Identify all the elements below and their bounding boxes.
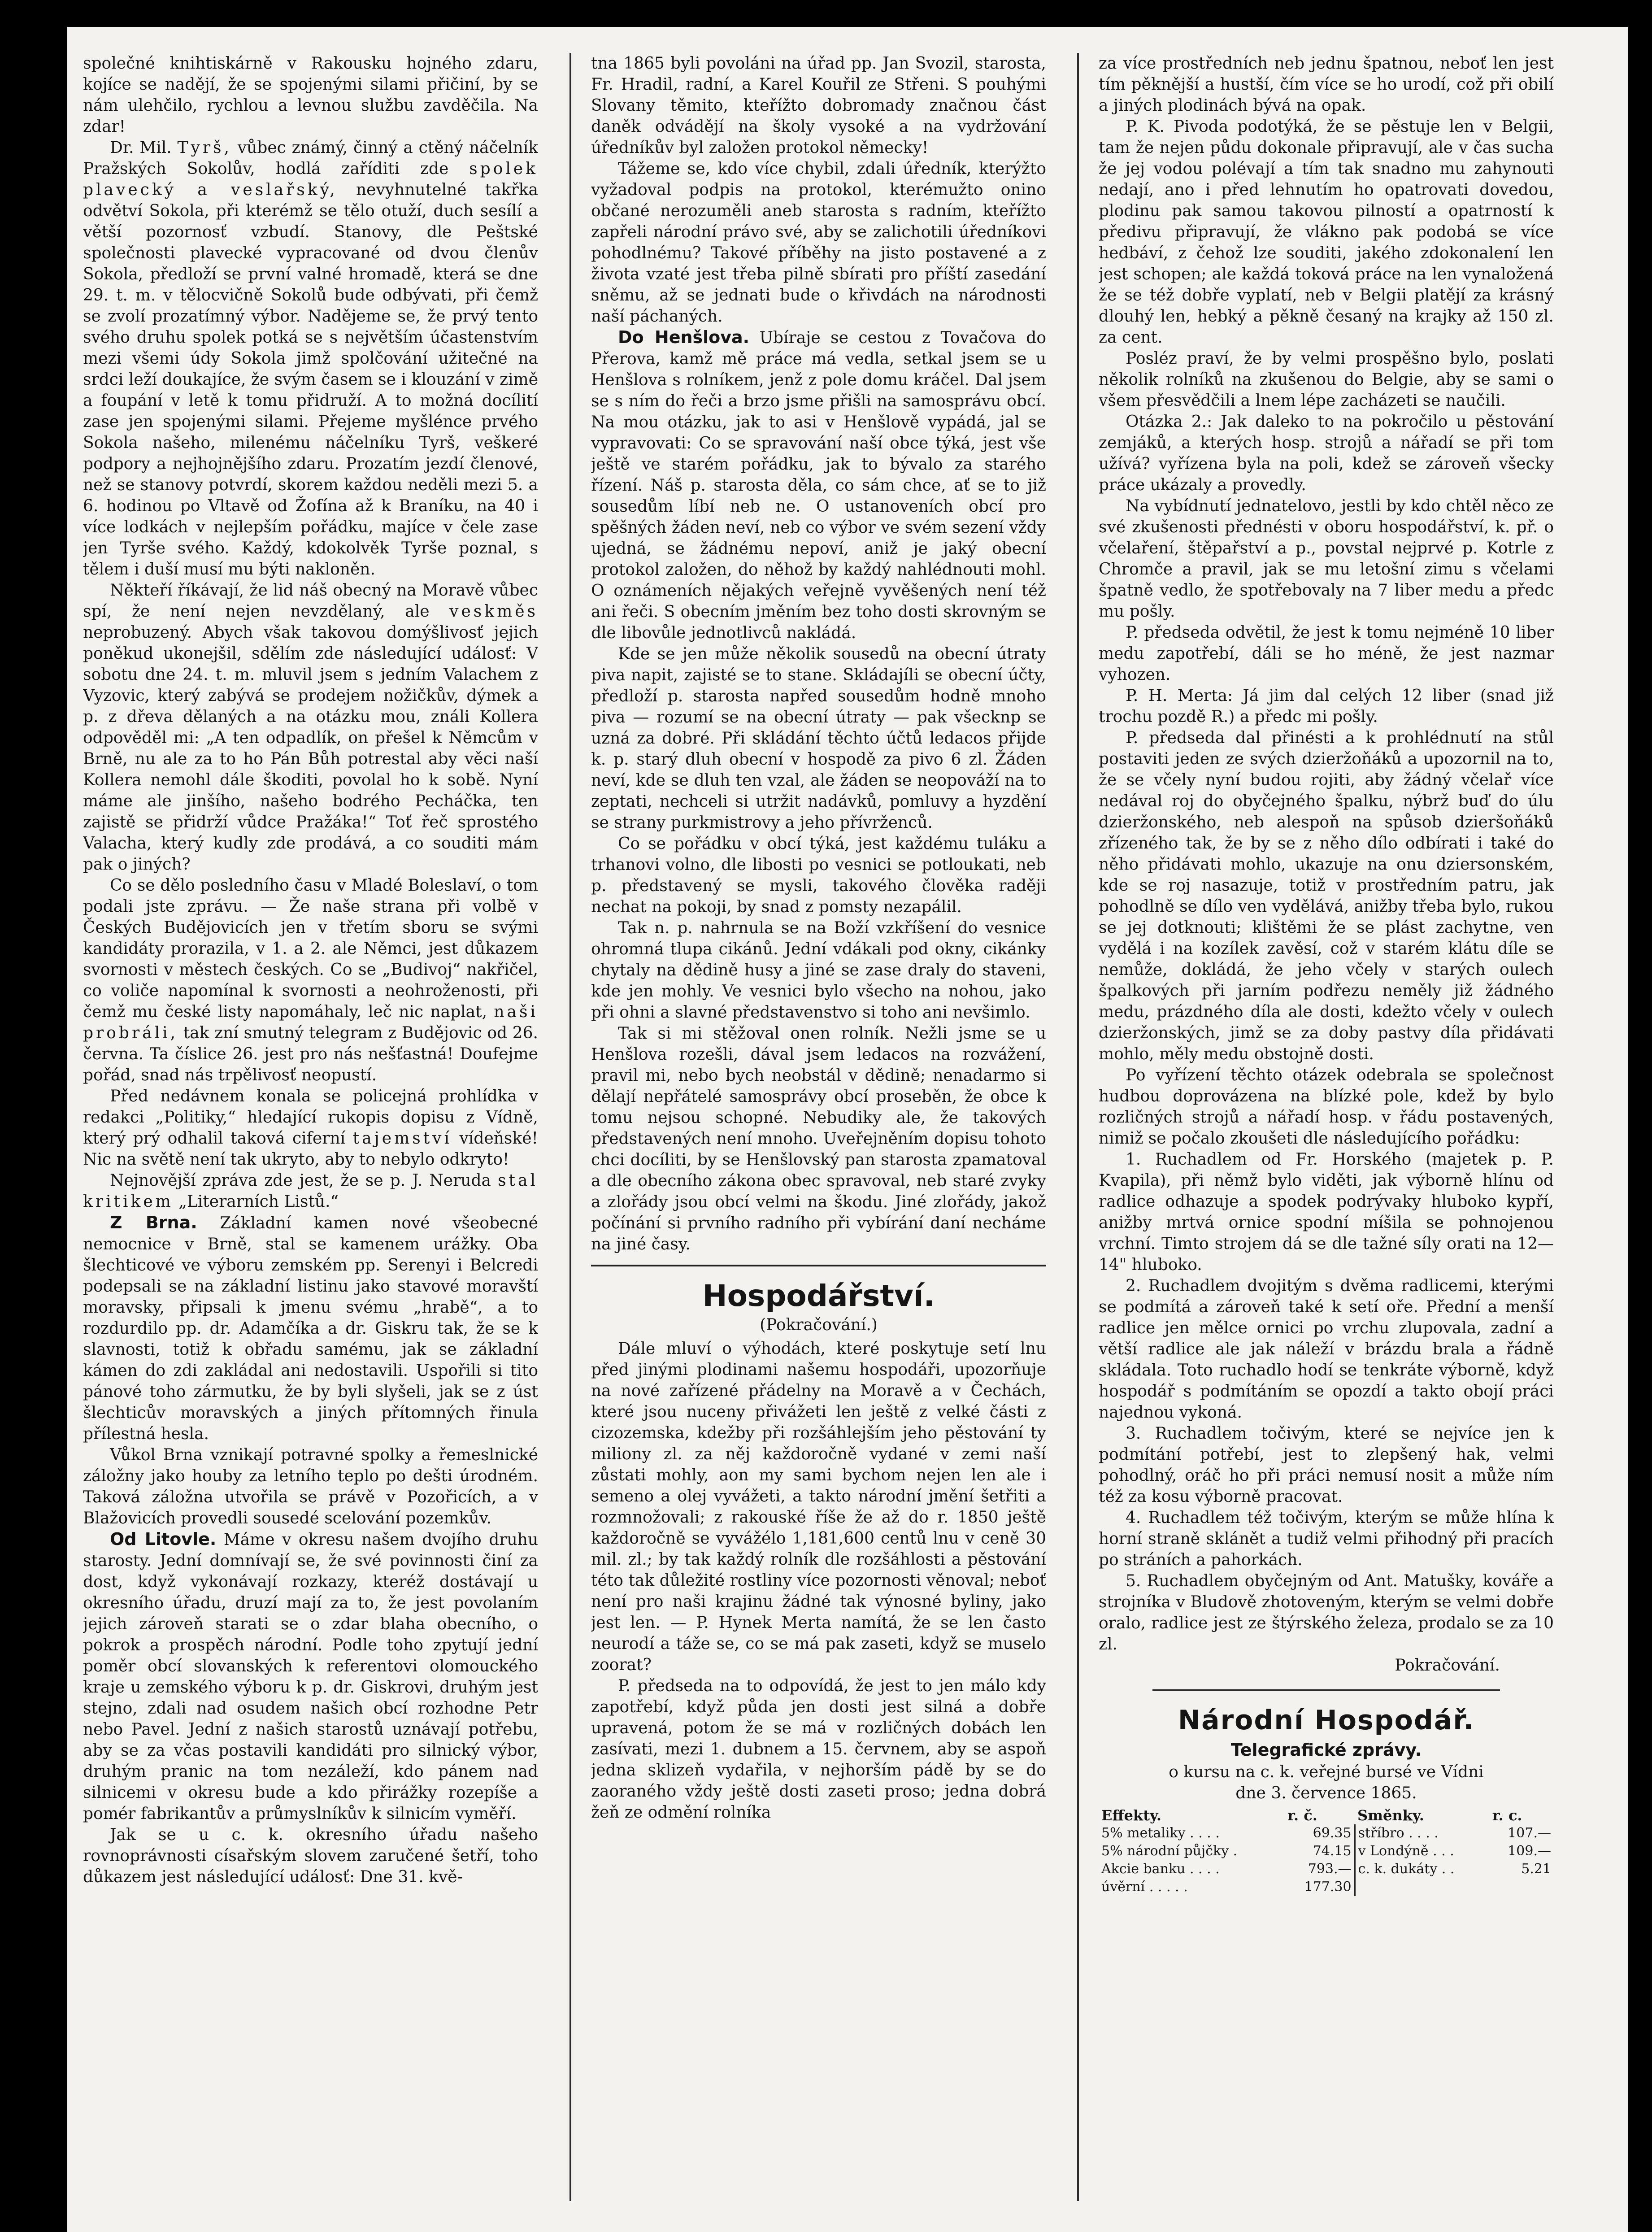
text: Máme v okresu našem dvojího druhu starosty. Jední domnívají se, že své povinnosti činí za dost, když vykonávají rozkazy, kteréž dostávají u okresního úřadu, druzí mají za to, že jest povolaním jejich zároveň starati se o zdar blaha obecního, o pokrok a prospěch národní. Podle toho zpytují jední poměr obcí slovanských k referentovi olomouckého kraje u zemského výboru k p. dr. Giskrovi, druhým jest stejno, zdali nad osudem našich obcí rozhodne Petr nebo Pavel. Jední z našich starostů uznávají potřebu, aby se za včas postavili kandidáti pro silnický výbor, druhým pranic na tom nezáleží, kdo pánem nad silnicemi v okresu bude a kdo přirážky rozepíše a pomér fabrikantův a průmyslníkův k silnicím vyměří. [83, 1531, 538, 1823]
paragraph: Jak se u c. k. okresního úřadu našeho rovnoprávnosti císařským slovem zaručené šetří, toho důkazem jest následující událosť: Dne 31. kvě- [83, 1826, 538, 1886]
paragraph: P. H. Merta: Já jim dal celých 12 liber (snad již trochu pozdě R.) a předc mi pošly. [1099, 687, 1554, 726]
paragraph: za více prostředních neb jednu špatnou, neboť len jest tím pěknější a hustší, čím více se ho urodí, což při obilí a jiných plodinách bývá na opak. [1099, 54, 1554, 115]
section-divider [1152, 1689, 1500, 1691]
paragraph: Vůkol Brna vznikají potravné spolky a řemeslnické záložny jako houby za letního teplo po dešti úrodném. Taková záložna utvořila se právě v Pozořicích, a v Blažovicích provedli sousedé scelování pozemkův. [83, 1446, 538, 1527]
cell-value: 177.30 [1304, 1879, 1352, 1895]
paragraph: P. předseda dal přinésti a k prohlédnutí na stůl postaviti jeden ze svých dzieržoňáků a upozornil na to, že se včely nyní budou rojiti, aby žádný včelař více nedával roj do obyčejného špalku, nýbrž buď do úlu dzieržonského, neb alespoň na spůsob dzieršoňáků zřízeného tak, že by se z něho dílo odbírati i také do něho přidávati mohlo, ukazuje na onu dziersonském, kde se roj nasazuje, totiž v prostředním patru, jak pohodlně se dílo ven vydělává, anižby třeba bylo, rukou se jej dotknouti; klištěmi že se plást zachytne, ven vydělá i na kozílek zavěsí, což v starém klátu díle se nemůže, dokládá, že jeho včely v starých oulech špalkových při jarním podřezu neměly již žádného medu, prázdného díla ale dosti, kdežto včely v oulech dzieržonských, jimž se za doby pastvy díla přidávati mohlo, měly medu obstojně dosti. [1099, 729, 1554, 1063]
paragraph [83, 1086, 538, 1170]
cell-label [1355, 1878, 1490, 1896]
text: Dr. Mil. [110, 139, 172, 157]
header-currency: r. č. [1287, 1807, 1317, 1824]
paragraph: Kde se jen může několik sousedů na obecní útraty piva napit, zajisté se to stane. Skládajíli se obecní účty, předloží p. starosta napřed sousedům hodně mnoho piva — rozumí se na obecní útraty — pak všecknp se uzná za dobré. Při skládání těchto účtů ledacos přijde k. p. starý dluh obecní v hospodě za pivo 6 zl. Žáden neví, kde se dluh ten vzal, ale žáden se neopováží na to zeptati, nechceli si utržit nadávků, pomluvy a hyzdění se strany purkmistrovy a jeho přívrženců. [591, 645, 1046, 832]
table-row [1099, 1824, 1554, 1842]
text: Základní kamen nové všeobecné nemocnice v Brně, stal se kamenem urážky. Oba šlechticové ve výboru zemském pp. Serenyi i Belcredi podepsali se na základní listinu jako stavové moravští moravsky, připsali k jmenu svému „hrabě“, a to rozdurdilo pp. dr. Adamčíka a dr. Giskru tak, že se k slavnosti, totiž k obřadu samému, jak se základní kámen do zdi zakládal ani nedostavili. Uspořili si tito pánové toho zármutku, že by byli slyšeli, jak se z úst šlechticův moravských a jiných přítomných řinula přílestná hesla. [83, 1214, 538, 1443]
text: Nejnovější zpráva zde jest, že se p. J. Neruda [110, 1171, 491, 1190]
cell-label: Akcie banku . . . . [1101, 1861, 1220, 1877]
cell-label: v Londýně . . . [1355, 1842, 1490, 1860]
text: vůbec známý, činný a ctěný náčelník Pražských Sokolův, hodlá zaříditi zde [83, 139, 538, 178]
text: nevyhnutelné takřka odvětví Sokola, při kterémž se tělo otuží, duch sesílí a větší pozornosť vzbudí. Stanovy, dle Peštské společnosti plavecké vypracované od dvou členův Sokola, předloží se první valné hromadě, která se dne 29. t. m. v tělocvičně Sokolů bude odbývati, při čemž se zvolí prozatímný výbor. Nadějeme se, že prvý tento svého druhu spolek potká se s největším účastenstvím mezi všemi údy Sokola jimž spolčování užitečné na srdci leží doukajíce, že svým časem se i klouzání v zimě a foupání v letě k tomu přidruží. A to možná docílití zase jen spojenými silami. Přejeme myšlénce prvého Sokola našeho, milenému náčelníku Tyrš, veškeré podpory a nejhojnějšího zdaru. Prozatím jezdí členové, než se stanovy potvrdí, skorem každou neděli mezi 5. a 6. hodinou po Vltavě od Žofína až k Braníku, na 40 i více lodkách v nejlepším pořádku, majíce v čele zase jen Tyrše svého. Každý, kdokolvěk Tyrše poznal, s tělem i duší musí mu býti nakloněn. [83, 181, 538, 579]
masthead-title: Národní Hospodář. [1178, 1705, 1475, 1736]
paragraph: 2. Ruchadlem dvojitým s dvěma radlicemi, kterými se podmítá a zároveň také k setí oře. Přední a menší radlice jen mělce ornici po vrchu zlupovala, zadní a větší radlice ale jak náleží v brázdu brala a řádně skládala. Toto ruchadlo hodí se tenkráte výborně, když hospodář s podmítáním se opozdí a takto obojí práci najednou vykoná. [1099, 1277, 1554, 1422]
text: Někteří říkávají, že lid náš obecný na Moravě vůbec spí, že není nejen nevzdělaný, ale [83, 581, 538, 621]
cell-label: 5% národní půjčky . [1101, 1843, 1238, 1859]
market-date: dne 3. července 1865. [1235, 1784, 1417, 1802]
paragraph: tna 1865 byli povoláni na úřad pp. Jan Svozil, starosta, Fr. Hradil, radní, a Karel Kouřil ze Střeni. S pouhými Slovany těmito, kteřížto dobromady značnou část daněk odvádějí na školy vysoké a na vydržování úředníkův byl založen protokol německy! [591, 54, 1046, 157]
newspaper-page [67, 27, 1628, 2232]
cell-label: úvěrní . . . . . [1101, 1879, 1188, 1895]
paragraph: společné knihtiskárně v Rakousku hojného zdaru, kojíce se nadějí, že se spojenými silami přičiní, by se nám ulehčilo, rychlou a levnou službu zavděčila. Na zdar! [83, 54, 538, 136]
name-spaced: Tyrš, [177, 139, 232, 157]
paragraph: Posléz praví, že by velmi prospěšno bylo, poslati několik rolníků na zkušenou do Belgie, aby se sami o všem přesvědčili a lnem lépe zacházeti se naučili. [1099, 349, 1554, 410]
paragraph: 3. Ruchadlem točivým, které se nejvíce jen k podmítání potřebí, jest to zlepšený hak, velmi pohodlný, oráč ho při práci nemusí nosit a může ním též za kosu výborně pracovat. [1099, 1424, 1554, 1506]
column-left [83, 53, 538, 2201]
column-rule [570, 53, 571, 2201]
cell-label: stříbro . . . . [1355, 1824, 1490, 1842]
paragraph: P. K. Pivoda podotýká, že se pěstuje len v Belgii, tam že nejen půdu dokonale připravují, ale v čas sucha že jej vodou polévají a tím tak snadno mu zahynouti nedají, ano i před lehnutím ho opatrovati dovedou, plodinu pak samou takovou pilností a opatrností k předivu připravují, že vlákno pak podobá se více hedbáví, z čehož lze souditi, jakého zdokonalení len jest schopen; ale každá toková práce na len vynaložená že se též dobře vyplatí, neb v Belgii platějí za krásný dlouhý len, hebký a pěkně česaný na krajky až 150 zl. za cent. [1099, 117, 1554, 347]
paragraph: Po vyřízení těchto otázek odebrala se společnost hudbou doprovázena na blízké pole, kdež by bylo rozličných strojů a nářadí hosp. v řádu postavených, nimiž se počalo zkoušeti dle následujícího pořádku: [1099, 1066, 1554, 1148]
header-effects: Effekty. [1101, 1807, 1162, 1824]
paragraph: Otázka 2.: Jak daleko to na pokročilo u pěstování zemjáků, a kterých hosp. strojů a nářadí se při tom užívá? vyřízena byla na poli, kdež se zároveň všecky práce ukázaly a provedly. [1099, 413, 1554, 494]
paragraph [83, 1529, 538, 1824]
paragraph: P. předseda na to odpovídá, že jest to jen málo kdy zapotřebí, když půda jen dosti jest silná a dobře upravená, potom že se má v rozličných dobách len zasívati, mezi 1. dubnem a 15. červnem, aby se aspoň jedna sklizeň vydařila, v nejhorším pádě by se do zaoraného vždy ještě dosti zaseti proso; jedna dobrá žeň ze odmění rolníka [591, 1677, 1046, 1822]
dateline-brno: Z Brna. [110, 1213, 197, 1232]
cell-value: 107.— [1508, 1825, 1551, 1841]
column-rule [1077, 53, 1079, 2201]
paragraph: Tážeme se, kdo více chybil, zdali úředník, kterýžto vyžadoval podpis na protokol, kterémužto onino občané nerozuměli aneb starosta s radním, kteřížto zapřeli národní právo své, aby se zalichotili úředníkovi pohodlnému? Takové příběhy na jisto postavené a z života vzaté jest třeba pilně sbírati pro příští zasedání sněmu, až se jednati bude o křivdách na národnosti naší páchaných. [591, 160, 1046, 326]
text-spaced: stal kritikem [83, 1171, 538, 1211]
paragraph [83, 1212, 538, 1444]
text-spaced: veskměs [449, 602, 538, 621]
paragraph [83, 580, 538, 875]
paragraph: Dále mluví o výhodách, které poskytuje setí lnu před jinými plodinami našemu hospodáři, upozorňuje na nové zařízené přádelny na Moravě a v Čechách, které jsou nuceny přivážeti len ještě z velké části z cizozemska, kdežby při rozšáhlejším jeho pěstování ty miliony zl. za něj každoročně vydané v zemi naší zůstati mohly, aon my sami bychom nejen len ale i semeno a olej vyvážeti, a takto národní jmění šetřiti a rozmnožovali; z rakouské říše že až do r. 1850 ještě každoročně se vyvážélo 1,181,600 centů lnu v ceně 30 mil. zl.; by tak každý rolník dle rozšáhlosti a pěstování této tak důležité rostliny více pozornosti věnoval; neboť není pro naši krajinu žádné tak výnosné byliny, jako jest len. — P. Hynek Merta namítá, že se len často neurodí a táže se, co se má pak zaseti, když se muselo zoorat? [591, 1340, 1046, 1674]
paragraph: 4. Ruchadlem též točivým, kterým se může hlína k horní straně sklánět a tudiž velmi přihodný při pracích po stráních a pahorkách. [1099, 1509, 1554, 1569]
market-header-row [1099, 1806, 1554, 1824]
cell-value: 74.15 [1313, 1843, 1352, 1859]
market-intro: o kursu na c. k. veřejné bursé ve Vídni [1169, 1763, 1484, 1781]
text: neprobuzený. Abych však takovou domýšlivosť jejich poněkud ukonejšil, sdělím zde následující událosť: V sobotu dne 24. t. m. mluvil jsem s jedním Valachem z Vyzovic, který zabývá se prodejem nožičkův, dýmek a p. z dřeva dělaných a na otázku mou, ználi Kollera odpověděl mi: „A ten odpadlík, on přešel k Němcům v Brně, nu ale za to ho Pán Bůh potrestal aby věci naší Kollera nemohl dále škoditi, povolal ho k sobě. Nyní máme ale jinšího, našeho bodrého Pecháčka, ten zajistě se přidrží vůdce Pražáka!“ Toť řeč sprostého Valacha, který kudly zde prodává, a co souditi mám pak o jiných? [83, 623, 538, 874]
text: vídeňské! Nic na světě není tak ukryto, aby to nebylo odkryto! [83, 1129, 538, 1169]
paragraph [83, 137, 538, 580]
text-spaced: spolek plavecký a veslařský, [83, 160, 538, 199]
cell-label: 5% metaliky . . . . [1101, 1825, 1220, 1841]
paragraph [591, 327, 1046, 644]
column-middle [591, 53, 1046, 2201]
table-row [1099, 1860, 1554, 1878]
paragraph: Tak n. p. nahrnula se na Boží vzkříšení do vesnice ohromná tlupa cikánů. Jední vdákali pod okny, cikánky chytaly na dědině husy a jiné se zase draly do staveni, kde jen mohly. Ve vesnici bylo všecho na nohou, jako při ohni a slavné představenstvo si toho ani nevšimlo. [591, 919, 1046, 1022]
text-spaced: tajemství [352, 1129, 452, 1148]
text: Ubíraje se cestou z Tovačova do Přerova, kamž mě práce má vedla, setkal jsem se u Henšlova s rolníkem, jenž z pole domu kráčel. Dal jsem se s ním do řeči a brzo jsme přišli na samosprávu obcí. Na mou otázku, jak to asi v Henšlově vypádá, jal se vypravovati: Co se spravování naší obce týká, jest vše ještě ve starém pořádku, jak to bývalo za starého řízení. Náš p. starosta děla, co sám chce, ať se to již sousedům líbí neb ne. O ustanoveních obcí pro spěšných žáden neví, neb co výbor ve svém sezení vždy ujedná, se žádnému nepoví, aniž je jaký obecní protokol založen, do něhož by každý nahlédnouti mohl. O oznámeních nějakých veřejně vyvěšených není též ani řeči. S obecním jměním bez toho dosti skrovným se dle libovůle jednotlivců nakládá. [591, 329, 1046, 642]
text: Před nedávnem konala se policejná prohlídka v redakci „Politiky,“ hledající rukopis dopisu z Vídně, který prý odhalil taková ciferní [83, 1087, 538, 1148]
text: Co se dělo posledního času v Mladé Boleslaví, o tom podali jste zprávu. — Že naše strana při volbě v Českých Budějovicích jen v třetím sboru se svými kandidáty prorazila, v 1. a 2. ale Němci, jest důkazem svornosti v městech českých. Co se „Budivoj“ nakřičel, co voliče napomínal k svornosti a neohroženosti, při čemž mu české listy napomáhaly, leč nic naplat, [83, 876, 538, 1021]
header-bills: Směnky. [1357, 1807, 1424, 1824]
masthead-subtitle: Telegrafické zprávy. [1230, 1740, 1422, 1760]
header-currency: r. c. [1492, 1807, 1522, 1824]
paragraph: Na vybídnutí jednatelovo, jestli by kdo chtěl něco ze své zkušenosti přednésti v oboru hospodářství, k. př. o včelaření, štěpařství a p., povstal nejprvé p. Kotrle z Chromče a pravil, jak se mu letošní zimu s včelami špatně vedlo, že spotřebovaly na 7 liber medu a předc mu pošly. [1099, 497, 1554, 621]
cell-value: 109.— [1508, 1843, 1551, 1859]
section-divider [591, 1265, 1046, 1266]
section-title: Hospodářství. [702, 1279, 935, 1313]
text: „Literarních Listů.“ [178, 1192, 339, 1211]
paragraph: 1. Ruchadlem od Fr. Horského (majetek p. P. Kvapila), při němž bylo viděti, jak výborně hlínu od radlice odhazuje a spodek podrývaky hluboko kypří, anižby mrtvá ornice spodní míšila se pohnojenou vrchní. Timto strojem dá se dle tažné síly orati na 12—14" hluboko. [1099, 1150, 1554, 1274]
table-row [1099, 1842, 1554, 1860]
cell-label: c. k. dukáty . . [1355, 1860, 1490, 1878]
paragraph [83, 1170, 538, 1212]
paragraph: Co se pořádku v obcí týká, jest každému tuláku a trhanovi volno, dle libosti po vesnici se potloukati, neb p. představený se mysli, takového člověka raději nechat na pokoji, by snad z pomsty nezapálil. [591, 835, 1046, 916]
continued-note: Pokračování. [1395, 1656, 1500, 1675]
text: tak zní smutný telegram z Budějovic od 26. června. Ta číslice 26. jest pro nás nešťastná! Doufejme pořád, snad nás trpělivosť neopustí. [83, 1024, 538, 1084]
cell-value [1490, 1878, 1554, 1896]
section-subtitle: (Pokračování.) [760, 1316, 878, 1334]
cell-value: 5.21 [1521, 1861, 1551, 1877]
text-spaced: naši probráli, [83, 1003, 538, 1042]
table-row [1099, 1878, 1554, 1896]
cell-value: 793.— [1308, 1861, 1352, 1877]
column-right [1099, 53, 1554, 2201]
paragraph: P. předseda odvětil, že jest k tomu nejméně 10 liber medu zapotřebí, dáli se ho méně, že jest nazmar vyhozen. [1099, 623, 1554, 684]
paragraph: 5. Ruchadlem obyčejným od Ant. Matušky, kováře a strojníka v Bludově zhotoveným, kterým se velmi dobře oralo, radlice jest ze štýrského železa, prodalo se za 10 zl. [1099, 1572, 1554, 1653]
paragraph: Tak si mi stěžoval onen rolník. Nežli jsme se u Henšlova rozešli, dával jsem ledacos na rozvážení, pravil mi, nebo bych neobstál v dědině; nenadarmo si dělají nepřátelé samosprávy obcí proseběn, že obce k tomu nejsou schopné. Nebudiky ale, že takových představených není mnoho. Uveřejněním dopisu tohoto chci docíliti, by se Henšlovský pan starosta zpamatoval a dle obecního zákona obec spravoval, neb staré zvyky a zlořády jsou obcí velmi na škodu. Jiné zlořády, jakož počínání si prvního radního při vybírání daní necháme na jiné časy. [591, 1024, 1046, 1253]
market-table [1099, 1806, 1554, 1896]
paragraph [83, 875, 538, 1086]
cell-value: 69.35 [1313, 1825, 1352, 1841]
dateline-henslov: Do Henšlova. [618, 327, 750, 347]
dateline-litovel: Od Litovle. [110, 1529, 217, 1549]
